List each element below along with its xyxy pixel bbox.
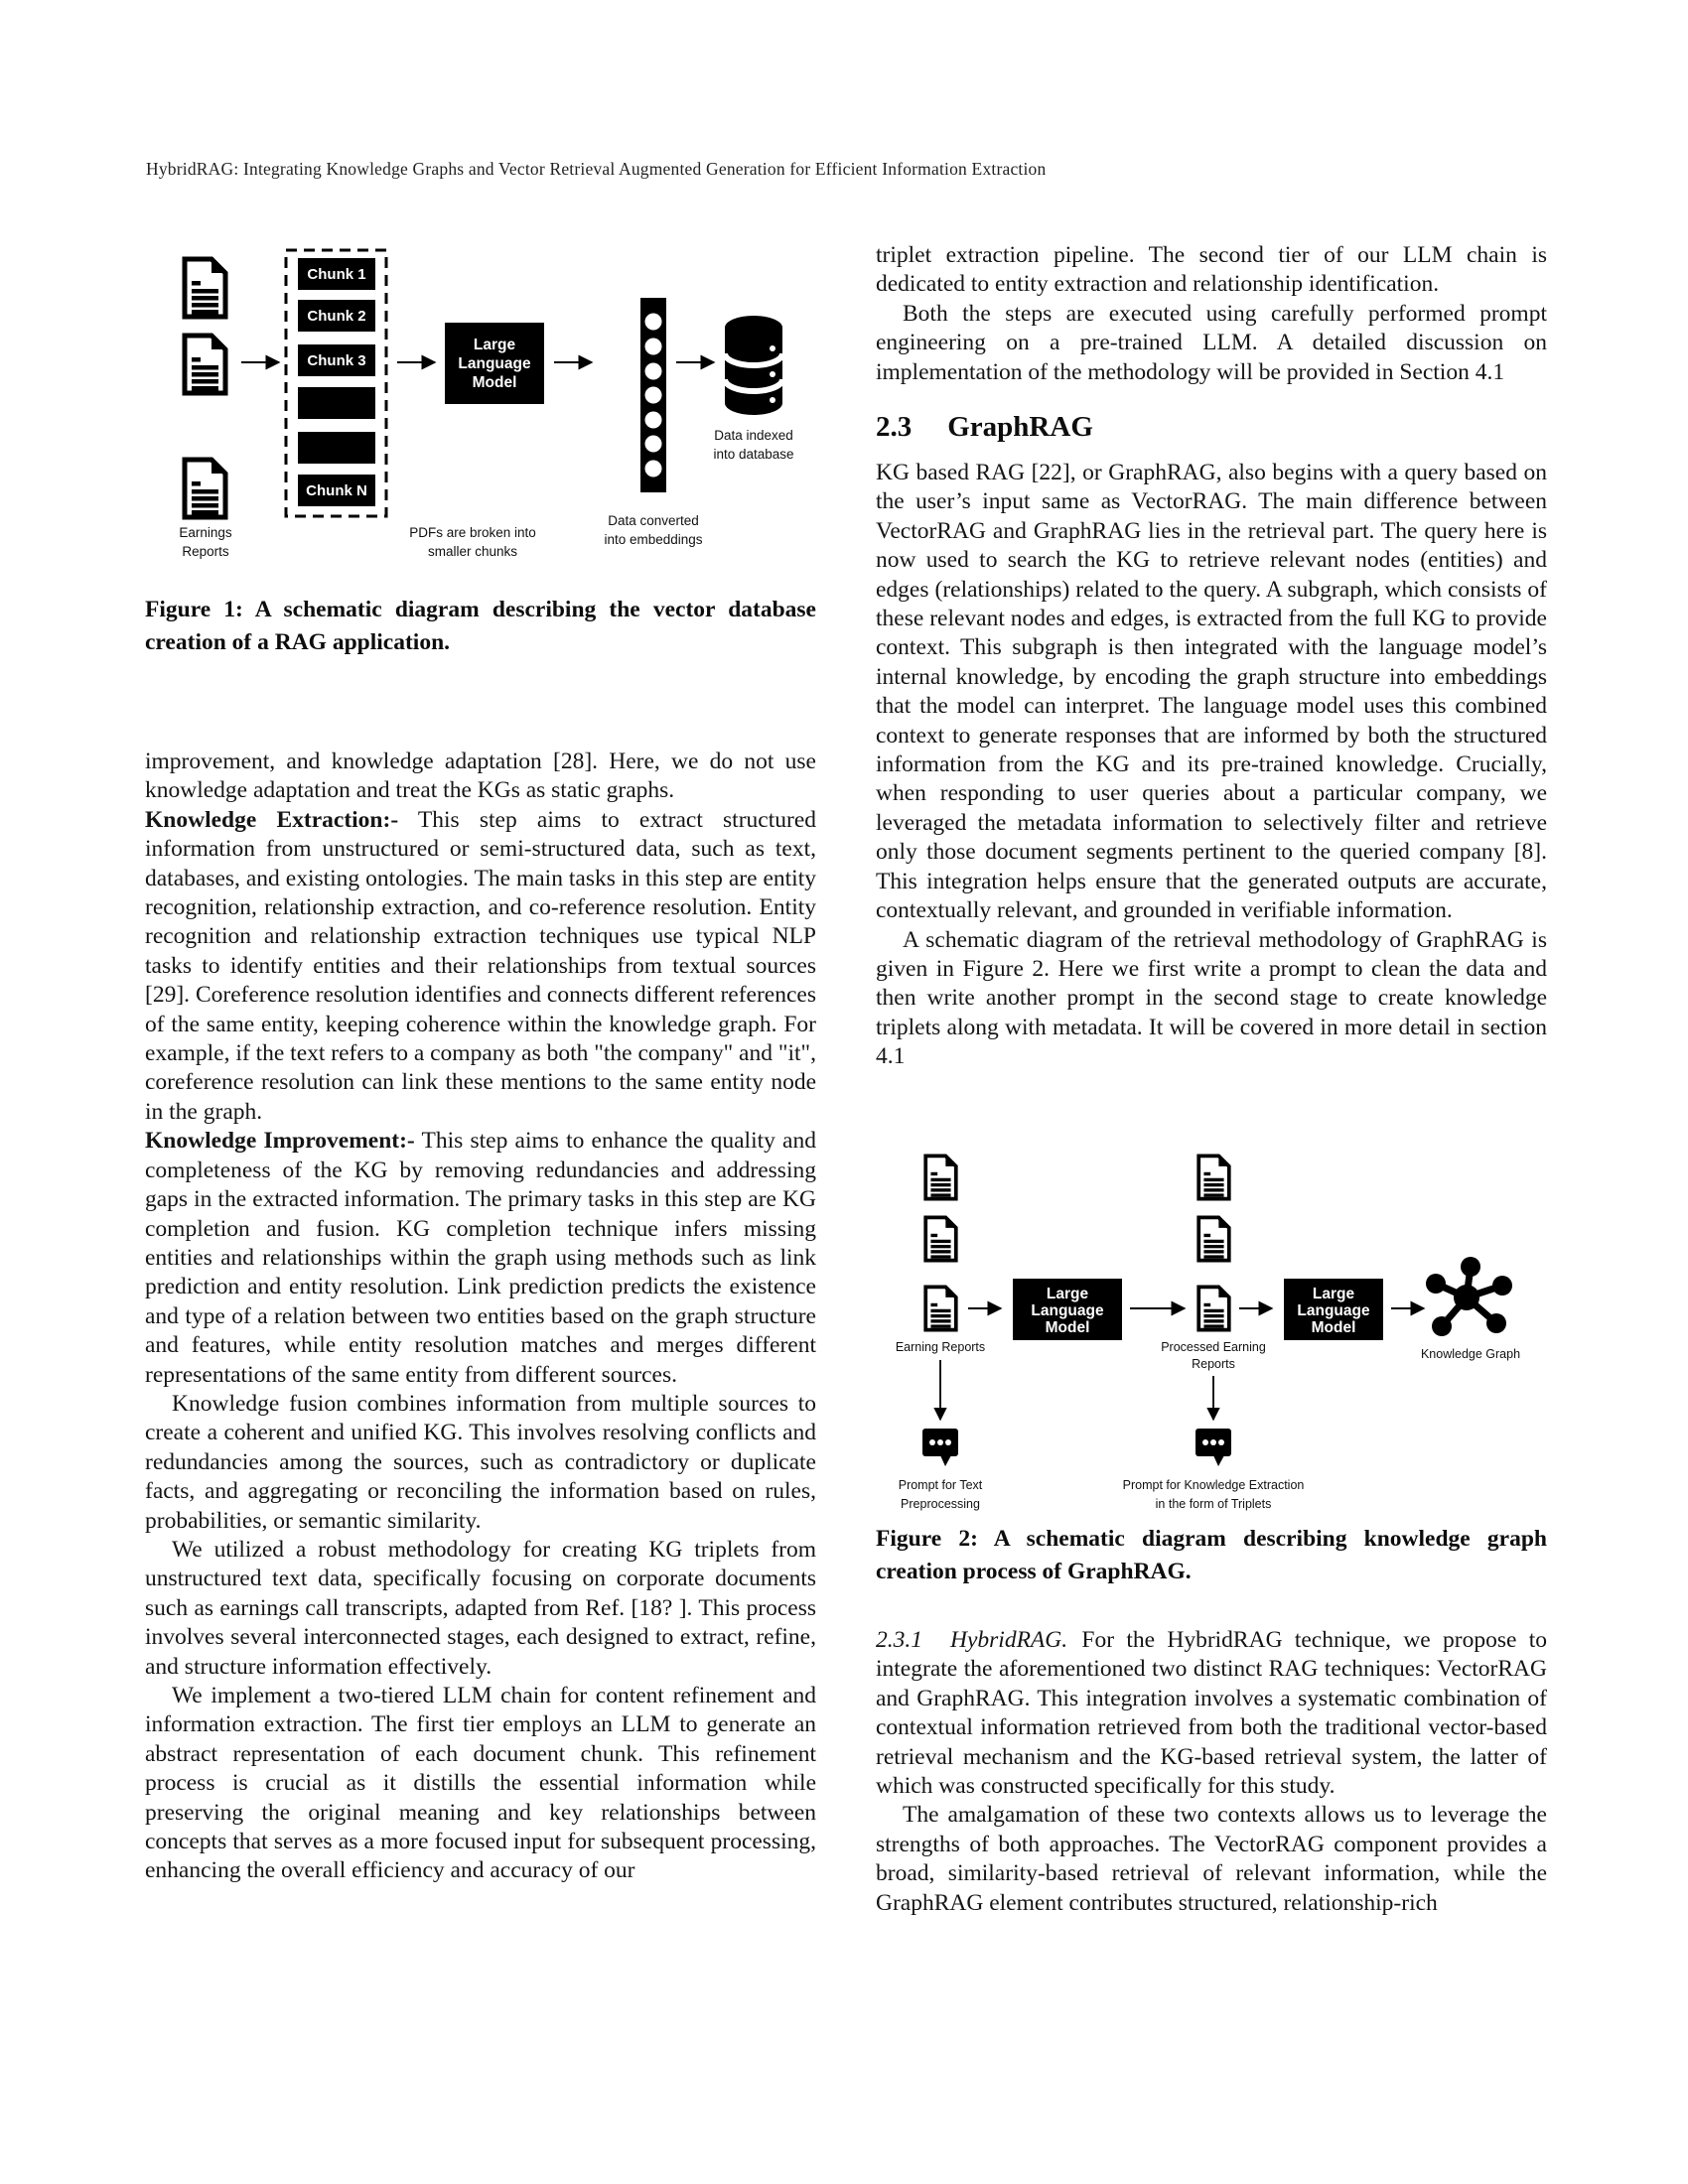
pdfs-broken-label: smaller chunks [427, 544, 518, 559]
pdfs-broken-label: PDFs are broken into [409, 525, 536, 540]
document-icon [185, 336, 225, 393]
chunk-box [298, 387, 375, 419]
database-icon [725, 316, 782, 415]
data-indexed-label: into database [713, 447, 794, 462]
prompt-knowledge-extraction-label: in the form of Triplets [1155, 1497, 1272, 1511]
llm-label: Large [473, 337, 516, 353]
right-column-bottom [876, 1626, 1547, 1918]
paragraph-knowledge-extraction [145, 806, 816, 1127]
paragraph-text: This step aims to enhance the quality and completeness of the KG by removing redundancies and addressing gaps in the extracted information. The primary tasks in this step are KG completion and fusion. KG completion technique infers missing entities and relationships within the graph using methods such as link prediction and entity resolution. Link prediction predicts the existence and type of a relation between two entities based on the graph structure and features, while entity resolution matches and merges different representations of the same entity from different sources. [145, 1128, 816, 1388]
paragraph-two-tiered: We implement a two-tiered LLM chain for content refinement and information extraction. The first tier employs an LLM to generate an abstract representation of each document chunk. This refinement process is crucial as it distills the essential information while preserving the original meaning and key relationships between concepts that serves as a more focused input for subsequent processing, enhancing the overall efficiency and accuracy of our [145, 1683, 816, 1884]
paragraph-schematic: A schematic diagram of the retrieval methodology of GraphRAG is given in Figure 2. Here we first write a prompt to clean the data and then write another prompt in the second stage to create knowledge triplets along with metadata. It will be covered in more detail in section 4.1 [876, 926, 1547, 1070]
embedding-dot [645, 363, 662, 380]
llm-label: Language [458, 355, 531, 372]
document-icon [1198, 1287, 1229, 1329]
paragraph-text: This step aims to extract structured information from unstructured or semi-structured data, such as text, databases, and existing ontologies. The main tasks in this step are entity recognition, relationship extraction, and co-reference resolution. Entity recognition and relationship extraction techniques use typical NLP tasks to identify entities and their relationships from textual sources [29]. Coreference resolution identifies and connects different references of the same entity, keeping coherence within the knowledge graph. For example, if the text refers to a company as both "the company" and "it", coreference resolution can link these mentions to the same entity node in the graph. [145, 806, 817, 1125]
figure2-diagram [874, 1132, 1559, 1527]
paragraph-text: For the HybridRAG technique, we propose to integrate the aforementioned two distinct RAG techniques: VectorRAG and GraphRAG. This integration involves a systematic combination of contextual information retrieved from both the traditional vector-based retrieval mechanism and the KG-based retrieval system, the latter of which was constructed specifically for this study. [876, 1627, 1547, 1800]
embedding-dot [645, 436, 662, 453]
llm-label: Model [1311, 1319, 1356, 1336]
embedding-dot [645, 461, 662, 478]
chunk-label: Chunk 1 [307, 266, 366, 283]
section-heading-2-3 [876, 410, 1093, 444]
prompt-text-preprocessing-label: Prompt for Text [898, 1478, 983, 1492]
bold-lead: Knowledge Improvement:- [145, 1128, 415, 1155]
data-converted-label: Data converted [608, 513, 699, 528]
figure1-diagram [139, 238, 824, 571]
knowledge-graph-label: Knowledge Graph [1420, 1347, 1521, 1361]
figure2-caption: Figure 2: A schematic diagram describing knowledge graph creation process of GraphRAG. [876, 1526, 1547, 1584]
paragraph-triplet: triplet extraction pipeline. The second tier of our LLM chain is dedicated to entity extraction and relationship identification. [876, 242, 1547, 298]
earnings-reports-label: Earnings [179, 525, 232, 540]
subsection-number: 2.3.1 [876, 1627, 922, 1653]
chunk-label: Chunk N [306, 482, 367, 499]
embedding-dot [645, 412, 662, 429]
paragraph-amalgamation: The amalgamation of these two contexts allows us to leverage the strengths of both approaches. The VectorRAG component provides a broad, similarity-based retrieval of relevant information, while the GraphRAG element contributes structured, relationship-rich [876, 1802, 1547, 1916]
chunk-label: Chunk 3 [307, 352, 366, 369]
paragraph-improvement: improvement, and knowledge adaptation [28]. Here, we do not use knowledge adaptation and treat the KGs as static graphs. [145, 749, 816, 804]
paragraph-hybridrag [876, 1626, 1547, 1801]
chat-bubble-icon [1196, 1429, 1231, 1466]
paragraph-both-steps: Both the steps are executed using carefully performed prompt engineering on a pre-trained LLM. A detailed discussion on implementation of the methodology will be provided in Section 4.1 [876, 300, 1547, 385]
chunk-box [298, 432, 375, 464]
paragraph-kg-based-rag: KG based RAG [22], or GraphRAG, also begins with a query based on the user’s input same as VectorRAG. The main difference between VectorRAG and GraphRAG lies in the retrieval part. The query here is now used to search the KG to retrieve relevant nodes (entities) and edges (relationships) related to the query. A subgraph, which consists of these relevant nodes and edges, is extracted from the full KG to provide context. This subgraph is then integrated with the language model’s internal knowledge, by encoding the graph structure into embeddings that the model can interpret. The language model uses this combined context to generate responses that are informed by both the structured information from the KG and its pre-trained knowledge. Crucially, when responding to user queries about a particular company, we leveraged the metadata information to selectively filter and retrieve only those document segments pertinent to the queried company [8]. This integration helps ensure that the generated outputs are accurate, contextually relevant, and grounded in verifiable information. [876, 460, 1547, 924]
document-icon [1198, 1217, 1229, 1260]
paragraph-knowledge-fusion: Knowledge fusion combines information from multiple sources to create a coherent and unified KG. This involves resolving conflicts and redundancies among the sources, such as contradictory or duplicate facts, and aggregating or reconciling the information based on rules, probabilities, or semantic similarity. [145, 1390, 816, 1534]
document-icon [925, 1217, 956, 1260]
prompt-knowledge-extraction-label: Prompt for Knowledge Extraction [1122, 1478, 1305, 1492]
subsection-title: HybridRAG. [950, 1627, 1068, 1653]
bold-lead: Knowledge Extraction:- [145, 806, 399, 833]
processed-earning-label: Reports [1192, 1357, 1235, 1371]
chat-bubble-icon [922, 1429, 958, 1466]
left-column-body [145, 748, 816, 1886]
earning-reports-label: Earning Reports [895, 1340, 986, 1354]
llm-label: Language [1031, 1302, 1104, 1319]
earnings-reports-label: Reports [182, 544, 229, 559]
llm-label: Language [1297, 1302, 1370, 1319]
document-icon [925, 1287, 956, 1329]
section-number: 2.3 [876, 411, 913, 443]
data-indexed-label: Data indexed [714, 428, 793, 443]
prompt-text-preprocessing-label: Preprocessing [901, 1497, 980, 1511]
processed-earning-label: Processed Earning [1161, 1340, 1266, 1354]
document-icon [185, 259, 225, 317]
llm-label: Model [1045, 1319, 1090, 1336]
embedding-dot [645, 387, 662, 404]
chunk-label: Chunk 2 [307, 308, 366, 325]
running-header: HybridRAG: Integrating Knowledge Graphs and Vector Retrieval Augmented Generation for Efficient Information Extraction [146, 159, 1047, 179]
document-icon [925, 1156, 956, 1198]
right-column-graphrag [876, 459, 1547, 1072]
llm-label: Model [472, 374, 517, 391]
right-column-top [876, 241, 1547, 387]
embedding-dot [645, 339, 662, 355]
knowledge-graph-icon [1426, 1257, 1512, 1336]
section-title: GraphRAG [947, 411, 1093, 443]
llm-label: Large [1312, 1286, 1355, 1302]
embedding-dot [645, 314, 662, 331]
figure1-caption: Figure 1: A schematic diagram describing the vector database creation of a RAG application. [145, 597, 816, 655]
paragraph-knowledge-improvement [145, 1127, 816, 1390]
data-converted-label: into embeddings [604, 532, 703, 547]
document-icon [185, 460, 225, 517]
document-icon [1198, 1156, 1229, 1198]
paragraph-methodology: We utilized a robust methodology for creating KG triplets from unstructured text data, specifically focusing on corporate documents such as earnings call transcripts, adapted from Ref. [18? ]. This process involves several interconnected stages, each designed to extract, refine, and structure information effectively. [145, 1536, 816, 1680]
llm-label: Large [1046, 1286, 1089, 1302]
